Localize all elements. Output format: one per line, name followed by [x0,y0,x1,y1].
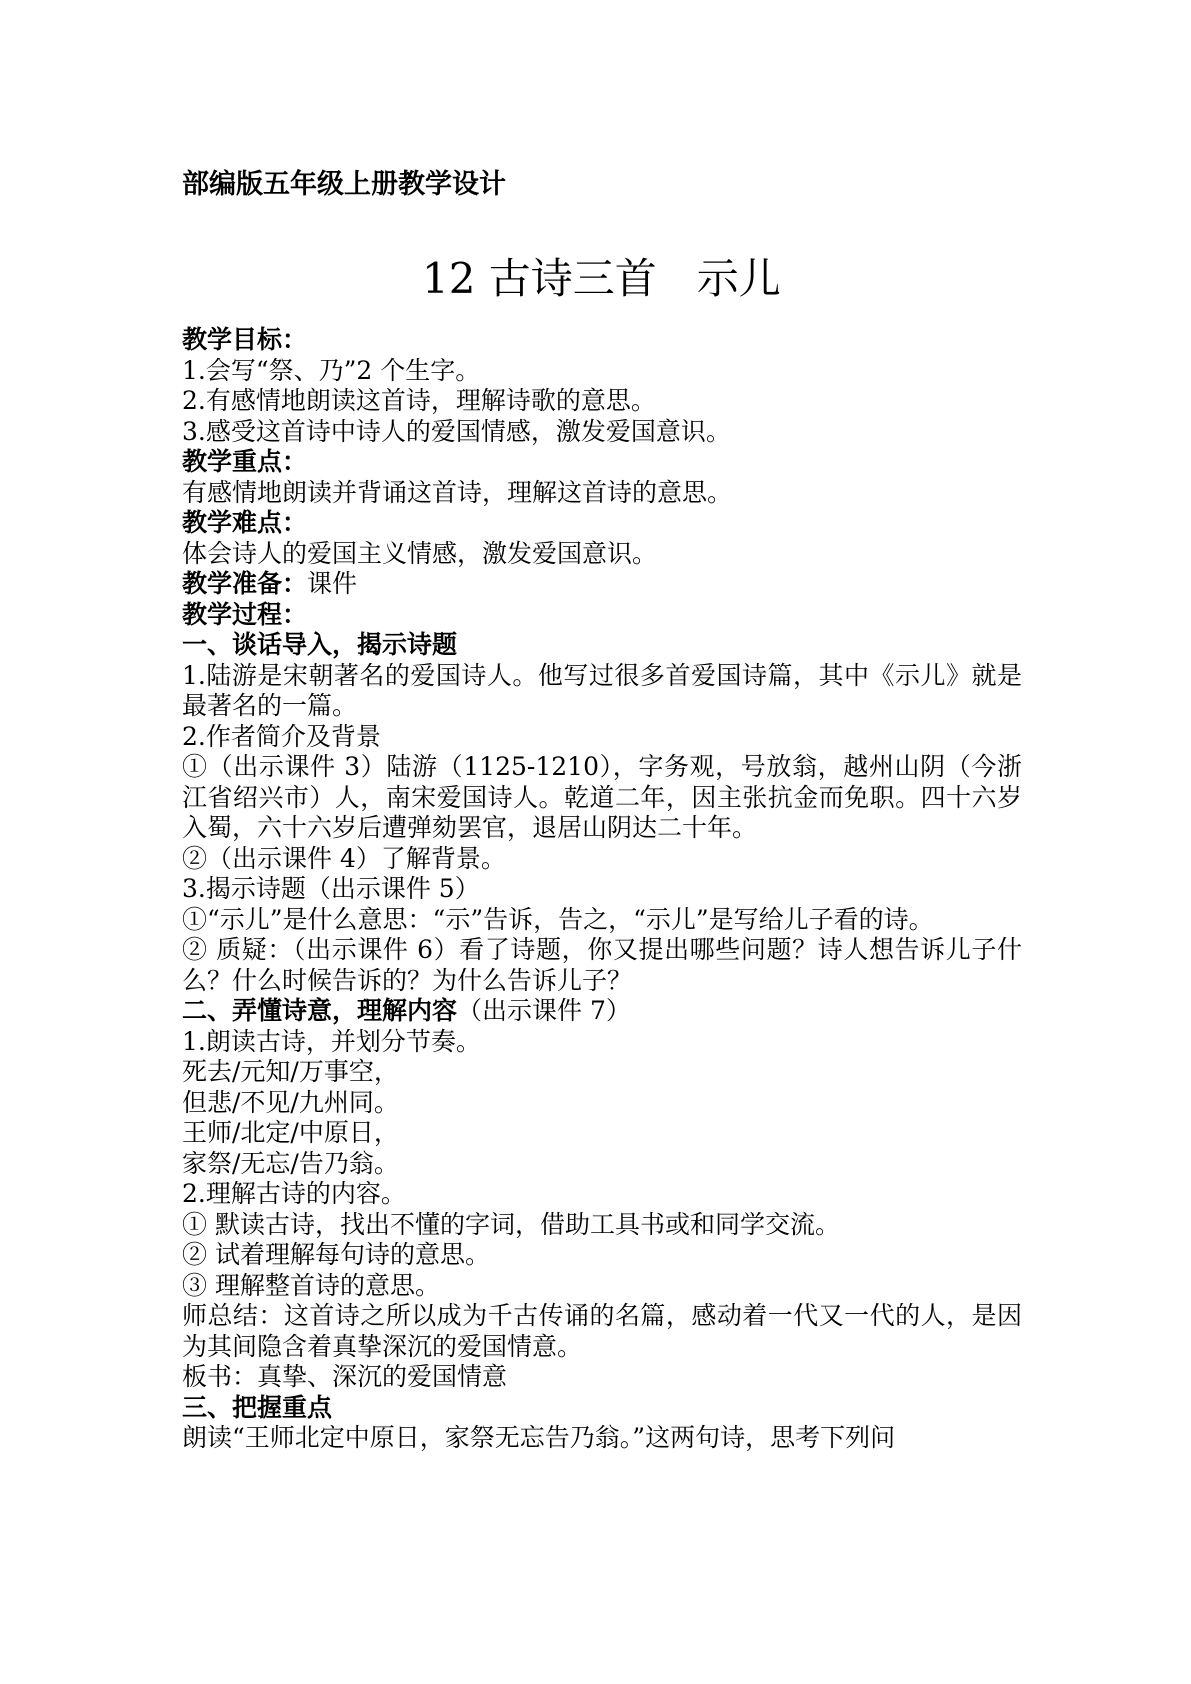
difficulties-text: 体会诗人的爱国主义情感，激发爱国意识。 [182,538,658,568]
process-heading: 教学过程： [182,599,308,629]
section2-paragraph: 师总结：这首诗之所以成为千古传诵的名篇，感动着一代又一代的人，是因为其间隐含着真挚深沉的爱国情意。 [182,1301,1022,1361]
section3-heading: 三、把握重点 [182,1392,333,1422]
section1-paragraph: ②（出示课件 4）了解背景。 [182,843,506,873]
poem-line: 王师/北定/中原日， [182,1118,399,1147]
section2-heading: 二、弄懂诗意，理解内容 [182,996,458,1025]
section2-paragraph: 板书：真挚、深沉的爱国情意 [182,1362,508,1391]
section2-paragraph: 1.朗读古诗，并划分节奏。 [182,1026,481,1056]
poem-line: 家祭/无忘/告乃翁。 [182,1148,399,1178]
section1-paragraph: ①（出示课件 3）陆游（1125-1210），字务观，号放翁，越州山阴（今浙江省绍兴市）人，南宋爱国诗人。乾道二年，因主张抗金而免职。四十六岁入蜀，六十六岁后遭弹劾罢官，退居山阴达二十年。 [182,752,1022,842]
section2-paragraph: ③ 理解整首诗的意思。 [182,1270,440,1300]
document-page [182,168,1022,1454]
goal-item: 1.会写“祭、乃”2 个生字。 [182,355,481,385]
section3-paragraph: 朗读“王师北定中原日，家祭无忘告乃翁。”这两句诗，思考下列问 [182,1423,896,1452]
section2-paragraph: ① 默读古诗，找出不懂的字词，借助工具书或和同学交流。 [182,1209,840,1239]
preparation-text: 课件 [307,569,358,598]
section1-paragraph: ①“示儿”是什么意思：“示”告诉，告之，“示儿”是写给儿子看的诗。 [182,904,934,934]
section2-heading-line [182,996,1022,1027]
document-header: 部编版五年级上册教学设计 [182,169,506,200]
difficulties-heading: 教学难点： [182,508,308,537]
section2-paragraph: 2.理解古诗的内容。 [182,1179,406,1208]
lesson-title [182,253,1022,305]
preparation-line [182,569,1022,600]
section1-paragraph: 1.陆游是宋朝著名的爱国诗人。他写过很多首爱国诗篇，其中《示儿》就是最著名的一篇。 [182,660,1022,720]
goal-item: 2.有感情地朗读这首诗，理解诗歌的意思。 [182,386,656,415]
poem-line: 死去/元知/万事空， [182,1057,399,1086]
lesson-title-poem: 示儿 [696,254,781,303]
key-points-text: 有感情地朗读并背诵这首诗，理解这首诗的意思。 [182,477,733,507]
section1-paragraph: ② 质疑：（出示课件 6）看了诗题，你又提出哪些问题？诗人想告诉儿子什么？什么时候告诉的？为什么告诉儿子？ [182,935,1022,995]
goals-heading: 教学目标： [182,325,308,354]
lesson-title-number: 12 古诗三首 [422,254,657,303]
poem-line: 但悲/不见/九州同。 [182,1087,399,1117]
section2-paragraph: ② 试着理解每句诗的意思。 [182,1240,490,1269]
section1-paragraph: 2.作者简介及背景 [182,721,381,751]
section2-heading-note: （出示课件 7） [457,996,631,1025]
goal-item: 3.感受这首诗中诗人的爱国情感，激发爱国意识。 [182,416,731,446]
section1-heading: 一、谈话导入，揭示诗题 [182,630,458,659]
section1-paragraph: 3.揭示诗题（出示课件 5） [182,874,480,903]
key-points-heading: 教学重点： [182,447,308,476]
preparation-heading: 教学准备： [182,569,308,598]
